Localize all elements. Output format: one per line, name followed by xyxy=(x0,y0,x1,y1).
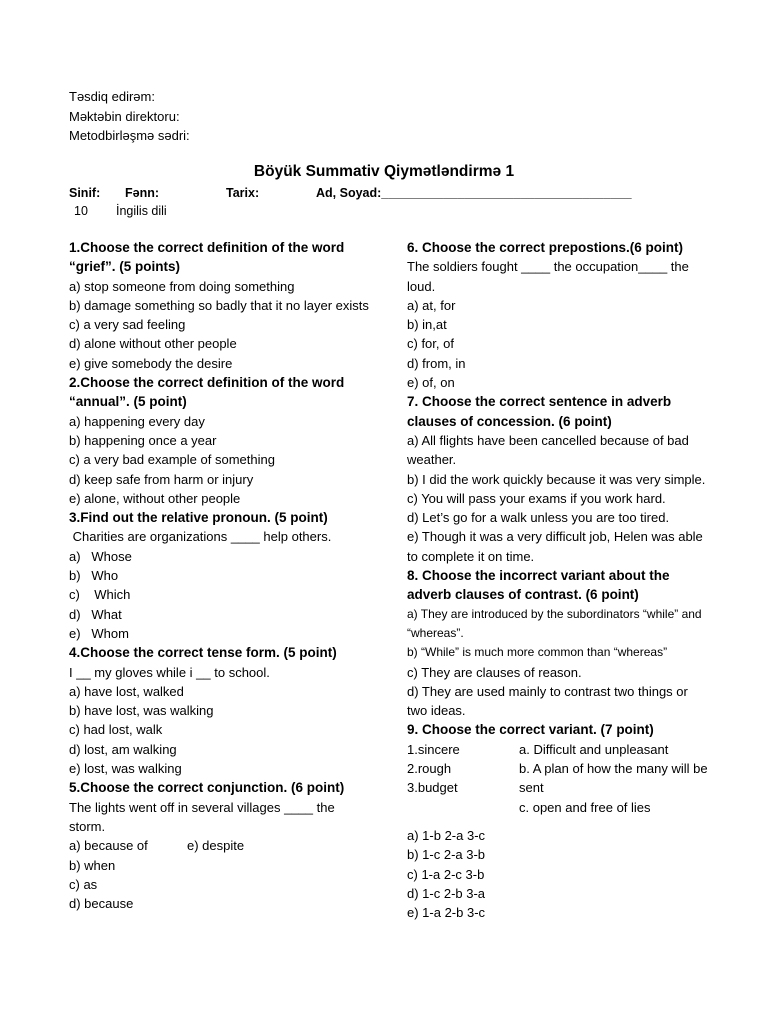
class-value: 10 xyxy=(74,204,88,218)
question-stem: The lights went off in several villages ____ the storm. xyxy=(69,799,339,834)
option: e) 1-a 2-b 3-c xyxy=(407,905,486,921)
option: b) I did the work quickly because it was very simple. xyxy=(407,471,706,487)
match-definition: a. Difficult and unpleasant xyxy=(519,741,669,757)
question-6 xyxy=(407,238,707,392)
option: c) 1-a 2-c 3-b xyxy=(407,866,485,882)
method-chair-line: Metodbirləşmə sədri: xyxy=(69,128,190,143)
option: a) They are introduced by the subordinators “while” and “whereas”. xyxy=(407,606,705,640)
question-2 xyxy=(69,373,369,508)
option: d) because xyxy=(69,896,134,912)
option: c) You will pass your exams if you work hard. xyxy=(407,490,666,506)
question-stem: I __ my gloves while i __ to school. xyxy=(69,664,270,680)
option: b) when xyxy=(69,857,116,873)
option: c) for, of xyxy=(407,336,454,352)
question-4 xyxy=(69,643,369,778)
option: d) alone without other people xyxy=(69,336,237,352)
option-row xyxy=(69,836,369,855)
subject-label: Fənn: xyxy=(125,186,160,200)
option: c) Which xyxy=(69,587,131,603)
option: a) Whose xyxy=(69,548,132,564)
option: b) damage something so badly that it no layer exists xyxy=(69,297,369,313)
question-stem: Charities are organizations ____ help others. xyxy=(69,529,332,545)
option: a) because of xyxy=(69,838,148,854)
option: a) happening every day xyxy=(69,413,205,429)
class-label: Sinif: xyxy=(69,186,101,200)
match-item: 1.sincere xyxy=(407,741,460,757)
question-8 xyxy=(407,566,707,720)
right-column xyxy=(407,238,707,922)
match-item: 3.budget xyxy=(407,780,458,796)
option: a) 1-b 2-a 3-c xyxy=(407,827,486,843)
option: d) They are used mainly to contrast two things or two ideas. xyxy=(407,683,692,719)
subject-value: İngilis dili xyxy=(116,204,167,218)
question-3 xyxy=(69,508,369,643)
question-title: 6. Choose the correct prepostions.(6 point) xyxy=(407,240,684,255)
option: c) a very sad feeling xyxy=(69,317,186,333)
principal-line: Məktəbin direktoru: xyxy=(69,108,180,124)
date-label: Tarix: xyxy=(226,186,260,200)
question-title: 4.Choose the correct tense form. (5 point) xyxy=(69,645,337,661)
question-7 xyxy=(407,392,707,566)
option: a) have lost, walked xyxy=(69,683,184,699)
question-9 xyxy=(407,720,707,922)
match-definition: b. A plan of how the many will be sent xyxy=(519,761,708,796)
name-label: Ad, Soyad:____________________________________ xyxy=(316,186,632,200)
option: d) 1-c 2-b 3-a xyxy=(407,885,486,901)
approval-line: Təsdiq edirəm: xyxy=(69,89,155,104)
option: d) What xyxy=(69,606,122,622)
option: e) Though it was a very difficult job, Helen was able to complete it on time. xyxy=(407,529,707,564)
option: c) They are clauses of reason. xyxy=(407,664,582,680)
option: c) a very bad example of something xyxy=(69,452,275,468)
approval-block xyxy=(69,87,190,146)
question-title: 8. Choose the incorrect variant about the adverb clauses of contrast. (6 point) xyxy=(407,568,674,603)
question-title: 1.Choose the correct definition of the word “grief”. (5 points) xyxy=(69,240,349,275)
question-stem: The soldiers fought ____ the occupation____ the loud. xyxy=(407,259,693,294)
option: d) from, in xyxy=(407,355,466,371)
option: e) of, on xyxy=(407,375,455,391)
left-column xyxy=(69,238,369,913)
option: e) alone, without other people xyxy=(69,490,241,506)
question-5 xyxy=(69,778,369,913)
option: a) All flights have been cancelled because of bad weather. xyxy=(407,432,693,468)
match-item: 2.rough xyxy=(407,761,452,777)
option: e) lost, was walking xyxy=(69,761,182,777)
match-definition: c. open and free of lies xyxy=(519,799,651,815)
option: b) “While” is much more common than “whereas” xyxy=(407,645,668,660)
option: e) give somebody the desire xyxy=(69,355,233,371)
matching-row xyxy=(407,759,707,798)
question-title: 3.Find out the relative pronoun. (5 point) xyxy=(69,510,328,526)
option: c) as xyxy=(69,876,98,892)
option: c) had lost, walk xyxy=(69,722,163,738)
question-title: 9. Choose the correct variant. (7 point) xyxy=(407,722,654,738)
option: a) stop someone from doing something xyxy=(69,278,295,294)
option: e) Whom xyxy=(69,625,129,641)
option: b) Who xyxy=(69,568,119,584)
question-title: 5.Choose the correct conjunction. (6 point) xyxy=(69,780,345,796)
option: d) keep safe from harm or injury xyxy=(69,471,254,487)
question-title: 2.Choose the correct definition of the word “annual”. (5 point) xyxy=(69,375,349,410)
question-1 xyxy=(69,238,369,373)
option: a) at, for xyxy=(407,297,456,313)
option: b) happening once a year xyxy=(69,432,217,448)
option: b) have lost, was walking xyxy=(69,703,214,719)
option: b) 1-c 2-a 3-b xyxy=(407,847,486,863)
page-title: Böyük Summativ Qiymətləndirmə 1 xyxy=(253,163,515,180)
option: b) in,at xyxy=(407,317,447,333)
question-title: 7. Choose the correct sentence in adverb clauses of concession. (6 point) xyxy=(407,394,675,429)
matching-row xyxy=(407,740,707,759)
option: d) lost, am walking xyxy=(69,741,177,757)
option: e) despite xyxy=(187,838,245,854)
option: d) Let’s go for a walk unless you are too tired. xyxy=(407,510,670,526)
